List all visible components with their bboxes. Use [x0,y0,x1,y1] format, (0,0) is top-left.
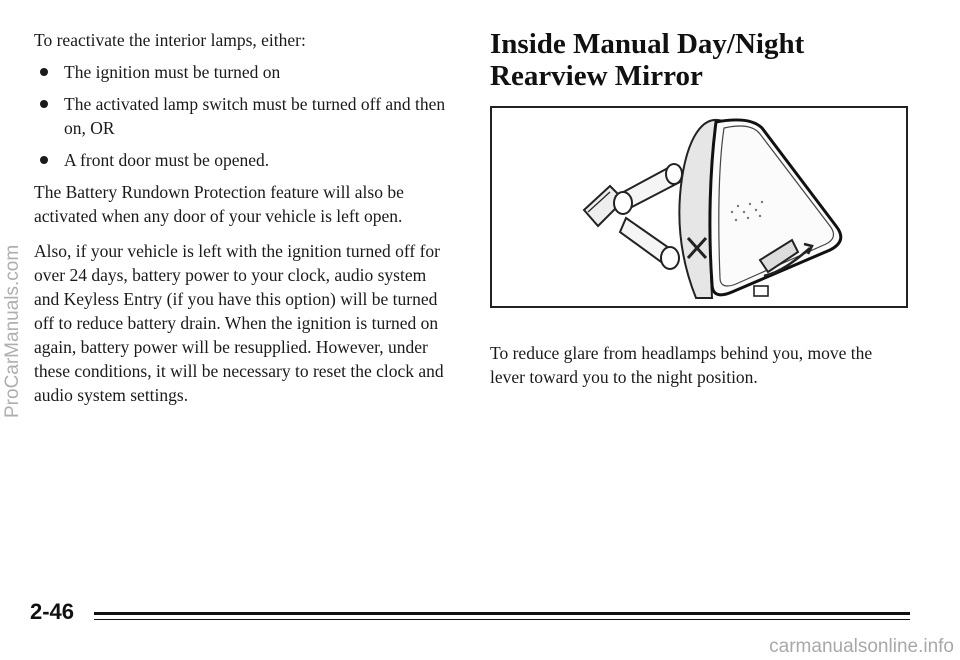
bullet-text: The ignition must be turned on [64,62,281,82]
battery-protection-paragraph: The Battery Rundown Protection feature will also be activated when any door of your vehicle is left open. [34,182,404,226]
footer-rule-thick [94,612,910,615]
battery-power-paragraph: Also, if your vehicle is left with the ignition turned off for over 24 days, battery power to your clock, audio system and Keyless Entry (if you have this option) will be turned off to reduce battery drain. When the ignition is turned on again, battery power will be resupplied. However, under these conditions, it will be necessary to reset the clock and audio system settings. [34,241,444,405]
bullet-icon [40,68,48,76]
bullet-icon [40,156,48,164]
mirror-caption: To reduce glare from headlamps behind you, move the lever toward you to the night position. [490,343,873,387]
bullet-icon [40,100,48,108]
side-watermark-text: ProCarManuals.com [2,244,23,418]
right-column [490,28,910,389]
lever-bracket-icon [754,286,768,296]
page-number: 2-46 [30,599,75,624]
rearview-mirror-icon [492,108,906,306]
bullet-text: A front door must be opened. [64,150,270,170]
arm-joint-icon [661,247,679,269]
bottom-watermark: carmanualsonline.info [769,636,954,657]
arm-joint-icon [666,164,682,184]
mirror-glass-icon [710,120,841,295]
left-column [34,28,446,418]
footer-rule-thin [94,619,910,620]
side-watermark [2,228,36,418]
bullet-item [34,148,446,172]
bullet-item [34,92,446,140]
page-footer [30,598,910,628]
bullet-item [34,60,446,84]
bullet-list [34,60,446,172]
arm-joint-icon [614,192,632,214]
bullet-text: The activated lamp switch must be turned off and then on, OR [64,94,446,138]
intro-text: To reactivate the interior lamps, either: [34,30,306,50]
section-heading: Inside Manual Day/Night Rearview Mirror [490,28,805,92]
mirror-figure [490,106,908,308]
